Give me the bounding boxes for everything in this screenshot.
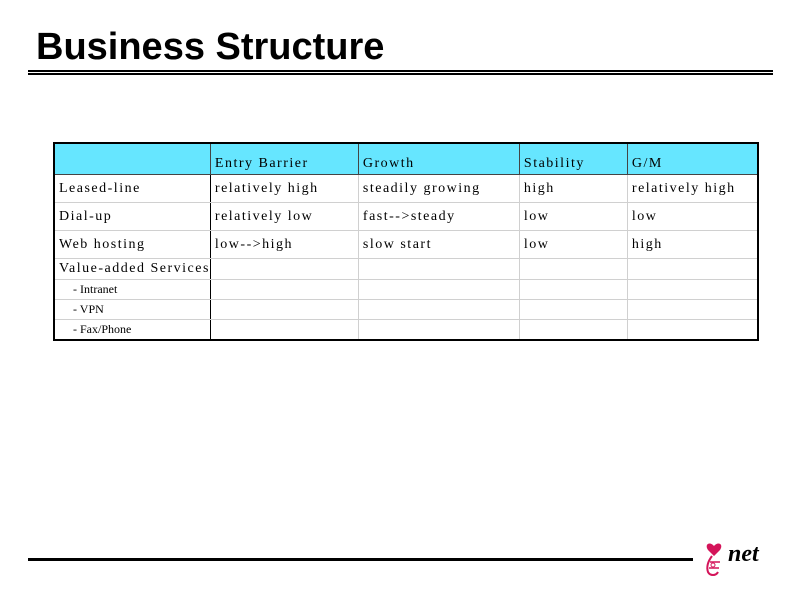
section-label: Value-added Services xyxy=(59,261,210,276)
table-row xyxy=(54,203,758,231)
title-underline xyxy=(28,70,773,75)
table-cell: low xyxy=(627,203,758,231)
table-cell xyxy=(519,280,627,300)
table-cell xyxy=(358,280,519,300)
row-label-dial-up: Dial-up xyxy=(54,203,210,231)
table-row xyxy=(54,175,758,203)
table-cell: relatively high xyxy=(210,175,358,203)
table-cell: relatively low xyxy=(210,203,358,231)
table-cell xyxy=(210,300,358,320)
footer-rule xyxy=(28,558,693,561)
table-row xyxy=(54,259,758,280)
table-cell: high xyxy=(519,175,627,203)
table-row xyxy=(54,231,758,259)
table-cell xyxy=(627,320,758,341)
header-entry-barrier: Entry Barrier xyxy=(210,143,358,175)
table-cell xyxy=(358,300,519,320)
table-cell: relatively high xyxy=(627,175,758,203)
header-growth: Growth xyxy=(358,143,519,175)
sub-item-intranet: - Intranet xyxy=(54,280,210,300)
table-cell xyxy=(519,259,627,280)
table-cell: steadily growing xyxy=(358,175,519,203)
table-cell: low xyxy=(519,203,627,231)
row-label-web-hosting: Web hosting xyxy=(54,231,210,259)
logo-text: net xyxy=(728,541,759,567)
table-cell: low xyxy=(519,231,627,259)
sub-item-vpn: - VPN xyxy=(54,300,210,320)
table-cell xyxy=(627,259,758,280)
table-cell: high xyxy=(627,231,758,259)
table-cell xyxy=(358,320,519,341)
table-header-row xyxy=(54,143,758,175)
table-row xyxy=(54,300,758,320)
table-cell: low-->high xyxy=(210,231,358,259)
header-cell-blank xyxy=(54,143,210,175)
header-stability: Stability xyxy=(519,143,627,175)
table-cell: slow start xyxy=(358,231,519,259)
row-label-leased-line: Leased-line xyxy=(54,175,210,203)
sub-item-fax-phone: - Fax/Phone xyxy=(54,320,210,341)
business-structure-table xyxy=(53,142,759,341)
table-cell xyxy=(210,259,358,280)
table-row xyxy=(54,280,758,300)
table-cell xyxy=(519,300,627,320)
header-gm: G/M xyxy=(627,143,758,175)
row-label-value-added-services xyxy=(54,259,210,280)
table-cell xyxy=(627,280,758,300)
table-cell xyxy=(210,280,358,300)
table-cell xyxy=(627,300,758,320)
table-cell xyxy=(519,320,627,341)
table-cell xyxy=(210,320,358,341)
table-row xyxy=(54,320,758,341)
table-cell: fast-->steady xyxy=(358,203,519,231)
table-cell xyxy=(358,259,519,280)
page-title: Business Structure xyxy=(36,26,385,68)
